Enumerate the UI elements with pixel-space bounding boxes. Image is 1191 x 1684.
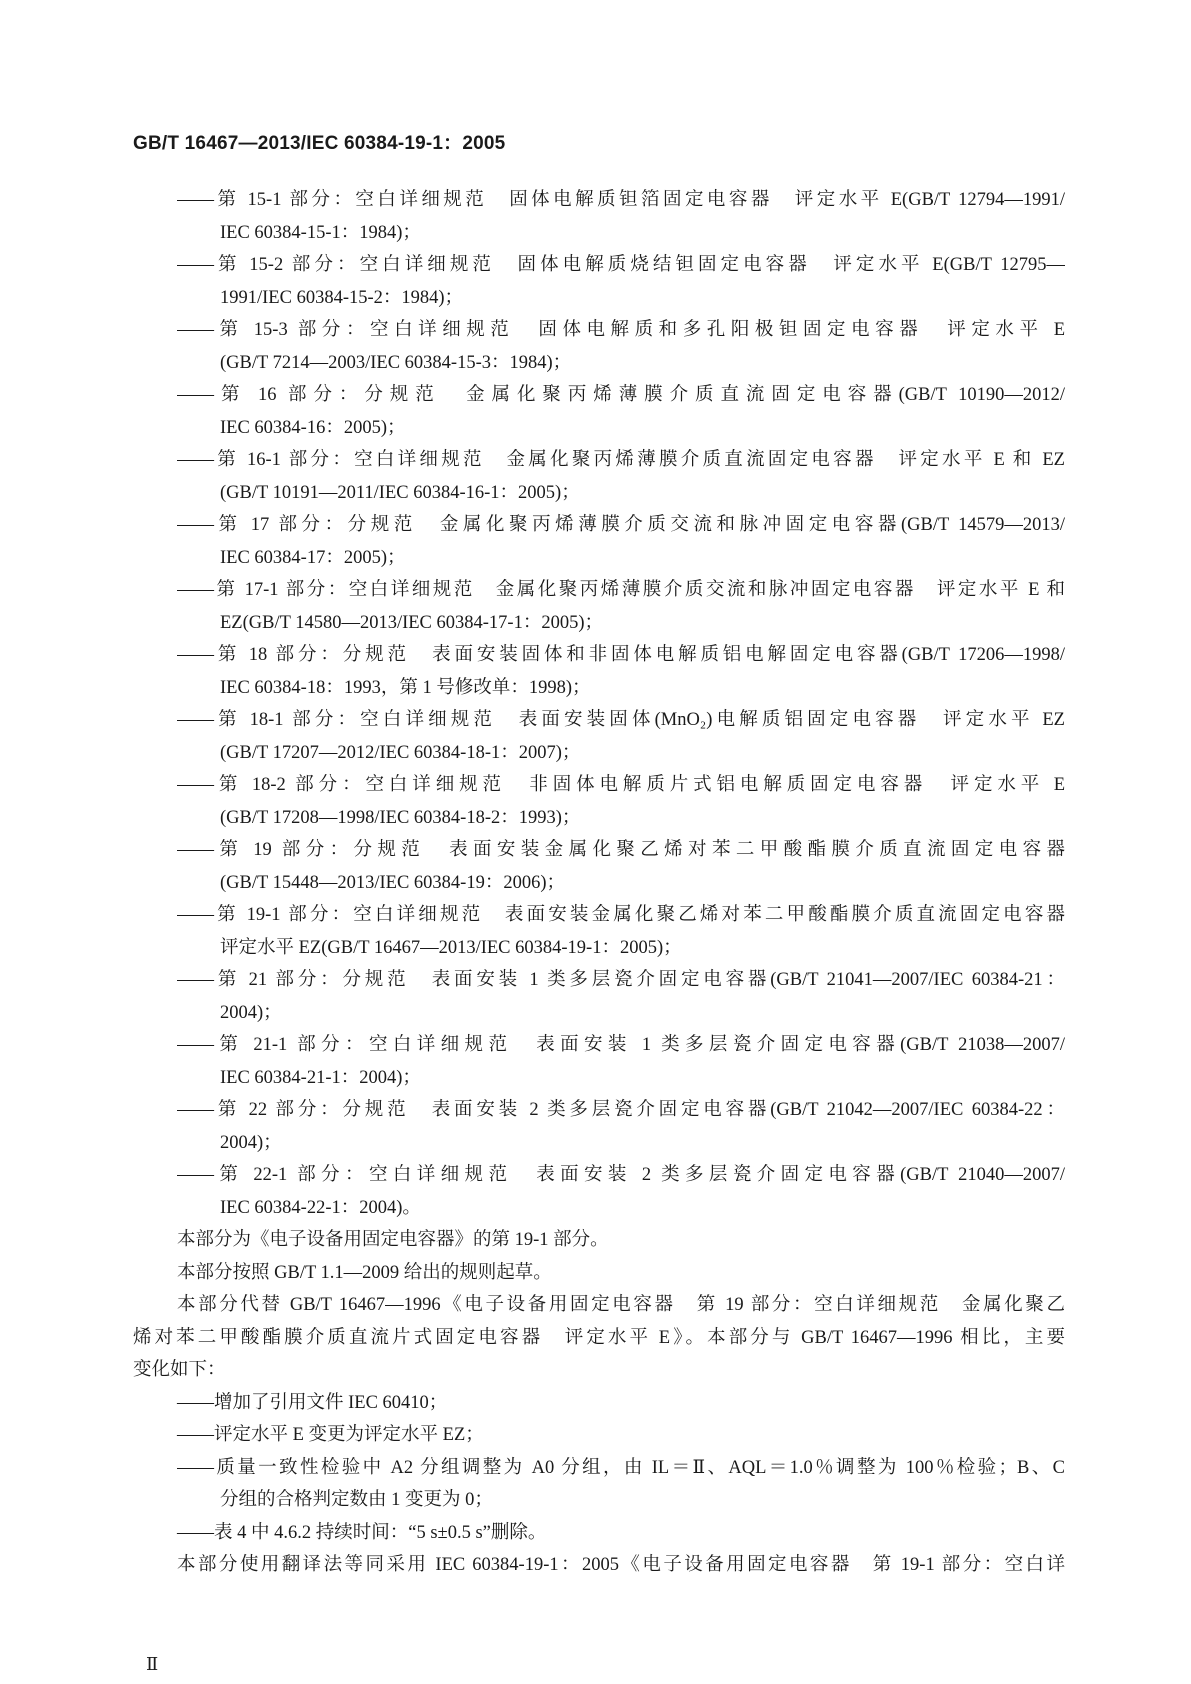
list-item [133,704,1065,769]
list-item-line: (GB/T 17207—2012/IEC 60384-18-1：2007)； [220,742,581,763]
list-item-line: (GB/T 17208—1998/IEC 60384-18-2：1993)； [220,807,581,828]
list-item-line: ——第 18-2 部分：空白详细规范 非固体电解质片式铝电解质固定电容器 评定水平 E [177,775,1065,795]
list-item-line: EZ(GB/T 14580—2013/IEC 60384-17-1：2005)； [220,612,603,633]
paragraph-line: 变化如下： [133,1360,226,1380]
list-item-line: ——第 18-1 部分：空白详细规范 表面安装固体(MnO₂)电解质铝固定电容器 评定水平 EZ [177,710,1065,730]
list-item-line: ——第 15-3 部分：空白详细规范 固体电解质和多孔阳极钽固定电容器 评定水平 E [177,320,1065,340]
document-body [133,184,1065,1582]
list-item [133,1094,1065,1159]
list-item [133,184,1065,249]
list-item-line: ——第 19 部分：分规范 表面安装金属化聚乙烯对苯二甲酸酯膜介质直流固定电容器 [177,840,1065,860]
list-item [133,769,1065,834]
list-item-line: (GB/T 10191—2011/IEC 60384-16-1：2005)； [220,482,580,503]
paragraph-adoption: 本部分使用翻译法等同采用 IEC 60384-19-1：2005《电子设备用固定电容器 第 19-1 部分：空白详 [177,1555,1065,1575]
list-item [133,1419,1065,1452]
list-item [133,249,1065,314]
list-item-line: ——增加了引用文件 IEC 60410； [177,1392,448,1413]
list-item-line: IEC 60384-18：1993，第 1 号修改单：1998)； [220,677,591,698]
list-item-line: IEC 60384-22-1：2004)。 [220,1197,421,1218]
list-item-line: IEC 60384-15-1：1984)； [220,222,421,243]
list-item-line: ——第 21 部分：分规范 表面安装 1 类多层瓷介固定电容器(GB/T 21041—2007/IEC 60384-21： [177,970,1065,990]
list-item [133,1029,1065,1094]
list-item-line: ——第 21-1 部分：空白详细规范 表面安装 1 类多层瓷介固定电容器(GB/T 21038—2007/ [177,1035,1065,1055]
changes-list [133,1387,1065,1550]
list-item-line: ——第 22-1 部分：空白详细规范 表面安装 2 类多层瓷介固定电容器(GB/T 21040—2007/ [177,1165,1065,1185]
list-item [133,834,1065,899]
list-item-line: ——第 15-1 部分：空白详细规范 固体电解质钽箔固定电容器 评定水平 E(GB/T 12794—1991/ [177,190,1065,210]
list-item [133,574,1065,639]
list-item-line: (GB/T 7214—2003/IEC 60384-15-3：1984)； [220,352,572,373]
paragraph-part-statement: 本部分为《电子设备用固定电容器》的第 19-1 部分。 [177,1230,609,1250]
list-item-line: ——第 17 部分：分规范 金属化聚丙烯薄膜介质交流和脉冲固定电容器(GB/T 14579—2013/ [177,515,1065,535]
list-item [133,1387,1065,1420]
list-item-line: ——质量一致性检验中 A2 分组调整为 A0 分组，由 IL＝Ⅱ、AQL＝1.0％调整为 100％检验；B、C [177,1457,1065,1478]
list-item-line: ——第 19-1 部分：空白详细规范 表面安装金属化聚乙烯对苯二甲酸酯膜介质直流固定电容器 [177,905,1065,925]
list-item-line: 2004)； [220,1002,282,1023]
list-item [133,1159,1065,1224]
list-item [133,899,1065,964]
list-item-line: 1991/IEC 60384-15-2：1984)； [220,287,464,308]
list-item-line: ——第 15-2 部分：空白详细规范 固体电解质烧结钽固定电容器 评定水平 E(GB/T 12795— [177,255,1065,275]
list-item [133,1452,1065,1517]
paragraph-drafting-rules: 本部分按照 GB/T 1.1—2009 给出的规则起草。 [177,1262,552,1283]
list-item [133,444,1065,509]
list-item-line: ——第 16-1 部分：空白详细规范 金属化聚丙烯薄膜介质直流固定电容器 评定水平 E 和 EZ [177,450,1065,470]
paragraph-line: 本部分代替 GB/T 16467—1996《电子设备用固定电容器 第 19 部分：空白详细规范 金属化聚乙 [177,1295,1065,1315]
list-item [133,1517,1065,1550]
list-item [133,314,1065,379]
list-item-line: IEC 60384-16：2005)； [220,417,406,438]
list-item [133,509,1065,574]
list-item-line: ——第 16 部分：分规范 金属化聚丙烯薄膜介质直流固定电容器(GB/T 10190—2012/ [177,385,1065,405]
paragraph-replacement [133,1289,1065,1387]
list-item-line: 分组的合格判定数由 1 变更为 0； [220,1490,493,1510]
document-header: GB/T 16467—2013/IEC 60384-19-1：2005 [133,133,506,154]
page-number: Ⅱ [146,1654,159,1674]
list-item-line: 评定水平 EZ(GB/T 16467—2013/IEC 60384-19-1：2005)； [220,937,682,958]
list-item [133,639,1065,704]
list-item [133,379,1065,444]
list-item-line: IEC 60384-21-1：2004)； [220,1067,421,1088]
paragraph-line: 烯对苯二甲酸酯膜介质直流片式固定电容器 评定水平 E》。本部分与 GB/T 16467—1996 相比，主要 [133,1327,1065,1348]
list-item-line: ——第 18 部分：分规范 表面安装固体和非固体电解质铝电解固定电容器(GB/T 17206—1998/ [177,645,1065,665]
list-item-line: ——评定水平 E 变更为评定水平 EZ； [177,1425,484,1445]
list-item-line: ——表 4 中 4.6.2 持续时间：“5 s±0.5 s”删除。 [177,1522,547,1543]
list-item-line: IEC 60384-17：2005)； [220,547,406,568]
list-item-line: (GB/T 15448—2013/IEC 60384-19：2006)； [220,872,565,893]
referenced-parts-list [133,184,1065,1224]
list-item-line: ——第 17-1 部分：空白详细规范 金属化聚丙烯薄膜介质交流和脉冲固定电容器 评定水平 E 和 [177,580,1065,600]
list-item [133,964,1065,1029]
list-item-line: ——第 22 部分：分规范 表面安装 2 类多层瓷介固定电容器(GB/T 21042—2007/IEC 60384-22： [177,1100,1065,1120]
list-item-line: 2004)； [220,1132,282,1153]
